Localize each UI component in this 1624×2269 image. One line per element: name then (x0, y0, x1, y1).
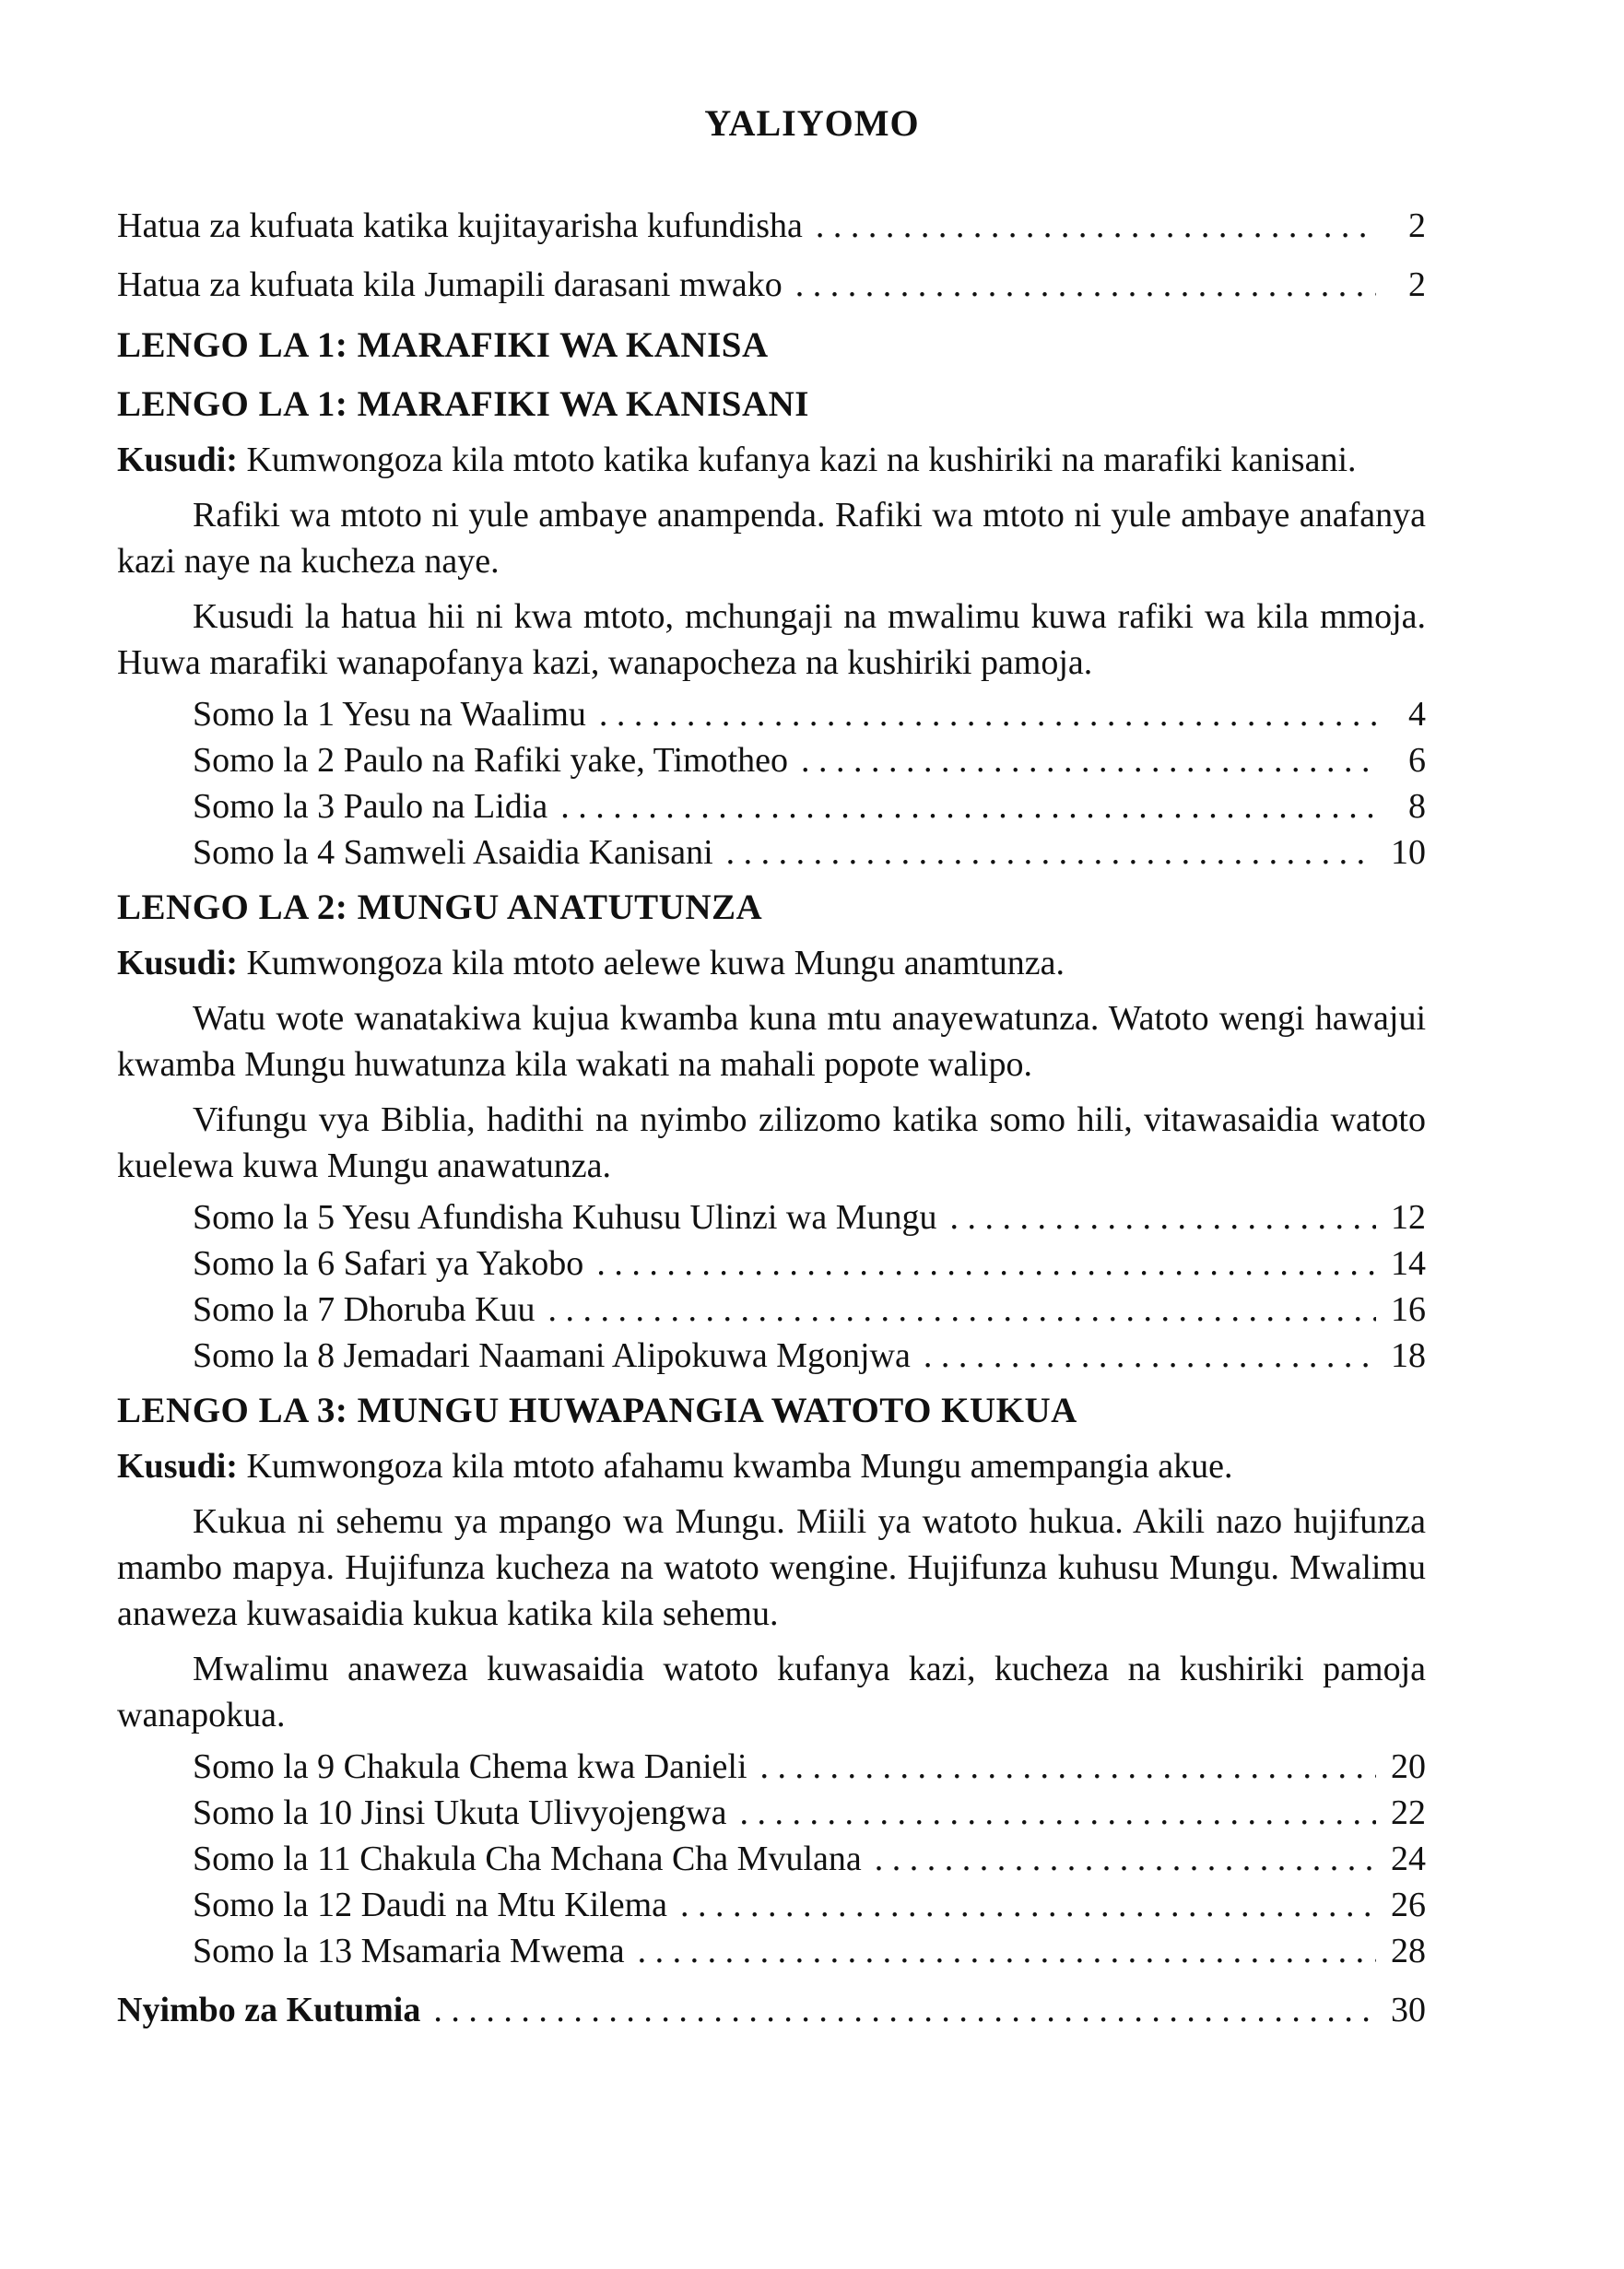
goal-3-paragraph: Mwalimu anaweza kuwasaidia watoto kufanya kazi, kucheza na kushiriki pamoja wanapokua. (117, 1650, 1426, 1734)
toc-lesson-entry[interactable] (117, 829, 1426, 876)
goal-2-heading: LENGO LA 2: MUNGU ANATUTUNZA (117, 888, 763, 927)
dot-leader (680, 1882, 1376, 1928)
goal-1-purpose (117, 437, 1426, 483)
lesson-page-number: 4 (1408, 695, 1426, 734)
lesson-page-number: 20 (1391, 1747, 1426, 1786)
goal-2-purpose (117, 940, 1426, 986)
lesson-label: Somo la 10 Jinsi Ukuta Ulivyojengwa (193, 1793, 727, 1832)
dot-leader (950, 1194, 1376, 1240)
lesson-label: Somo la 7 Dhoruba Kuu (193, 1290, 535, 1329)
dot-leader (560, 783, 1376, 829)
toc-entry[interactable] (117, 203, 1426, 249)
purpose-label: Kusudi: (117, 441, 238, 479)
goal-1-paragraph: Kusudi la hatua hii ni kwa mtoto, mchungaji na mwalimu kuwa rafiki wa kila mmoja. Huwa marafiki wanapofanya kazi, wanapocheza na kushiriki pamoja. (117, 597, 1426, 682)
toc-songs-entry[interactable] (117, 1987, 1426, 2033)
lesson-page-number: 12 (1391, 1198, 1426, 1237)
lesson-label: Somo la 12 Daudi na Mtu Kilema (193, 1886, 668, 1924)
goal-2-paragraph: Watu wote wanatakiwa kujua kwamba kuna mtu anayewatunza. Watoto wengi hawajui kwamba Mungu huwatunza kila wakati na mahali popote walipo. (117, 999, 1426, 1084)
lesson-label: Somo la 2 Paulo na Rafiki yake, Timotheo (193, 741, 788, 780)
lesson-page-number: 16 (1391, 1290, 1426, 1329)
goal-1-heading-b: LENGO LA 1: MARAFIKI WA KANISANI (117, 384, 809, 424)
lesson-label: Somo la 6 Safari ya Yakobo (193, 1244, 584, 1283)
toc-lesson-entry[interactable] (117, 1882, 1426, 1928)
dot-leader (599, 691, 1376, 737)
songs-page-number: 30 (1391, 1991, 1426, 2029)
lesson-label: Somo la 13 Msamaria Mwema (193, 1932, 625, 1970)
toc-lesson-entry[interactable] (117, 737, 1426, 783)
goal-3-paragraph: Kukua ni sehemu ya mpango wa Mungu. Miili ya watoto hukua. Akili nazo hujifunza mambo mapya. Hujifunza kucheza na watoto wengine. Hujifunza kuhusu Mungu. Mwalimu anaweza kuwasaidia kukua katika kila sehemu. (117, 1502, 1426, 1633)
goal-3-purpose (117, 1443, 1426, 1489)
toc-lesson-entry[interactable] (117, 1928, 1426, 1974)
lesson-page-number: 18 (1391, 1336, 1426, 1375)
lesson-page-number: 28 (1391, 1932, 1426, 1970)
lesson-page-number: 24 (1391, 1840, 1426, 1878)
dot-leader (875, 1836, 1376, 1882)
purpose-label: Kusudi: (117, 1447, 238, 1486)
goal-3-heading: LENGO LA 3: MUNGU HUWAPANGIA WATOTO KUKUA (117, 1391, 1077, 1430)
purpose-label: Kusudi: (117, 944, 238, 982)
toc-lesson-entry[interactable] (117, 1836, 1426, 1882)
dot-leader (760, 1744, 1376, 1790)
goal-1-heading-a: LENGO LA 1: MARAFIKI WA KANISA (117, 325, 769, 365)
dot-leader (638, 1928, 1376, 1974)
toc-lesson-entry[interactable] (117, 783, 1426, 829)
toc-entry-label: Hatua za kufuata kila Jumapili darasani mwako (117, 265, 783, 304)
toc-lesson-entry[interactable] (117, 1194, 1426, 1240)
goal-2-paragraph: Vifungu vya Biblia, hadithi na nyimbo zilizomo katika somo hili, vitawasaidia watoto kuelewa kuwa Mungu anawatunza. (117, 1100, 1426, 1185)
lesson-label: Somo la 11 Chakula Cha Mchana Cha Mvulana (193, 1840, 862, 1878)
toc-entry-label: Hatua za kufuata katika kujitayarisha kufundisha (117, 206, 803, 245)
dot-leader (726, 829, 1376, 876)
goal-1-paragraph: Rafiki wa mtoto ni yule ambaye anampenda. Rafiki wa mtoto ni yule ambaye anafanya kazi naye na kucheza naye. (117, 496, 1426, 581)
lesson-page-number: 10 (1391, 833, 1426, 872)
lesson-page-number: 26 (1391, 1886, 1426, 1924)
dot-leader (433, 1987, 1376, 2033)
purpose-text: Kumwongoza kila mtoto katika kufanya kazi na kushiriki na marafiki kanisani. (246, 441, 1357, 479)
dot-leader (816, 203, 1376, 249)
purpose-text: Kumwongoza kila mtoto afahamu kwamba Mungu amempangia akue. (246, 1447, 1233, 1486)
songs-label: Nyimbo za Kutumia (117, 1991, 421, 2029)
toc-lesson-entry[interactable] (117, 1333, 1426, 1379)
table-of-contents (117, 203, 1426, 2033)
lesson-label: Somo la 1 Yesu na Waalimu (193, 695, 586, 734)
dot-leader (739, 1790, 1376, 1836)
dot-leader (795, 262, 1376, 308)
lesson-page-number: 22 (1391, 1793, 1426, 1832)
toc-page-number: 2 (1408, 206, 1426, 245)
lesson-label: Somo la 5 Yesu Afundisha Kuhusu Ulinzi wa Mungu (193, 1198, 937, 1237)
lesson-label: Somo la 3 Paulo na Lidia (193, 787, 548, 826)
toc-lesson-entry[interactable] (117, 1287, 1426, 1333)
lesson-label: Somo la 8 Jemadari Naamani Alipokuwa Mgonjwa (193, 1336, 911, 1375)
lesson-label: Somo la 4 Samweli Asaidia Kanisani (193, 833, 713, 872)
dot-leader (548, 1287, 1376, 1333)
toc-page-number: 2 (1408, 265, 1426, 304)
dot-leader (596, 1240, 1376, 1287)
lesson-page-number: 6 (1408, 741, 1426, 780)
page-title: YALIYOMO (704, 102, 920, 144)
dot-leader (924, 1333, 1376, 1379)
toc-lesson-entry[interactable] (117, 1240, 1426, 1287)
lesson-label: Somo la 9 Chakula Chema kwa Danieli (193, 1747, 747, 1786)
lesson-page-number: 8 (1408, 787, 1426, 826)
toc-lesson-entry[interactable] (117, 1744, 1426, 1790)
toc-entry[interactable] (117, 262, 1426, 308)
toc-lesson-entry[interactable] (117, 1790, 1426, 1836)
lesson-page-number: 14 (1391, 1244, 1426, 1283)
purpose-text: Kumwongoza kila mtoto aelewe kuwa Mungu anamtunza. (246, 944, 1065, 982)
dot-leader (801, 737, 1376, 783)
toc-lesson-entry[interactable] (117, 691, 1426, 737)
